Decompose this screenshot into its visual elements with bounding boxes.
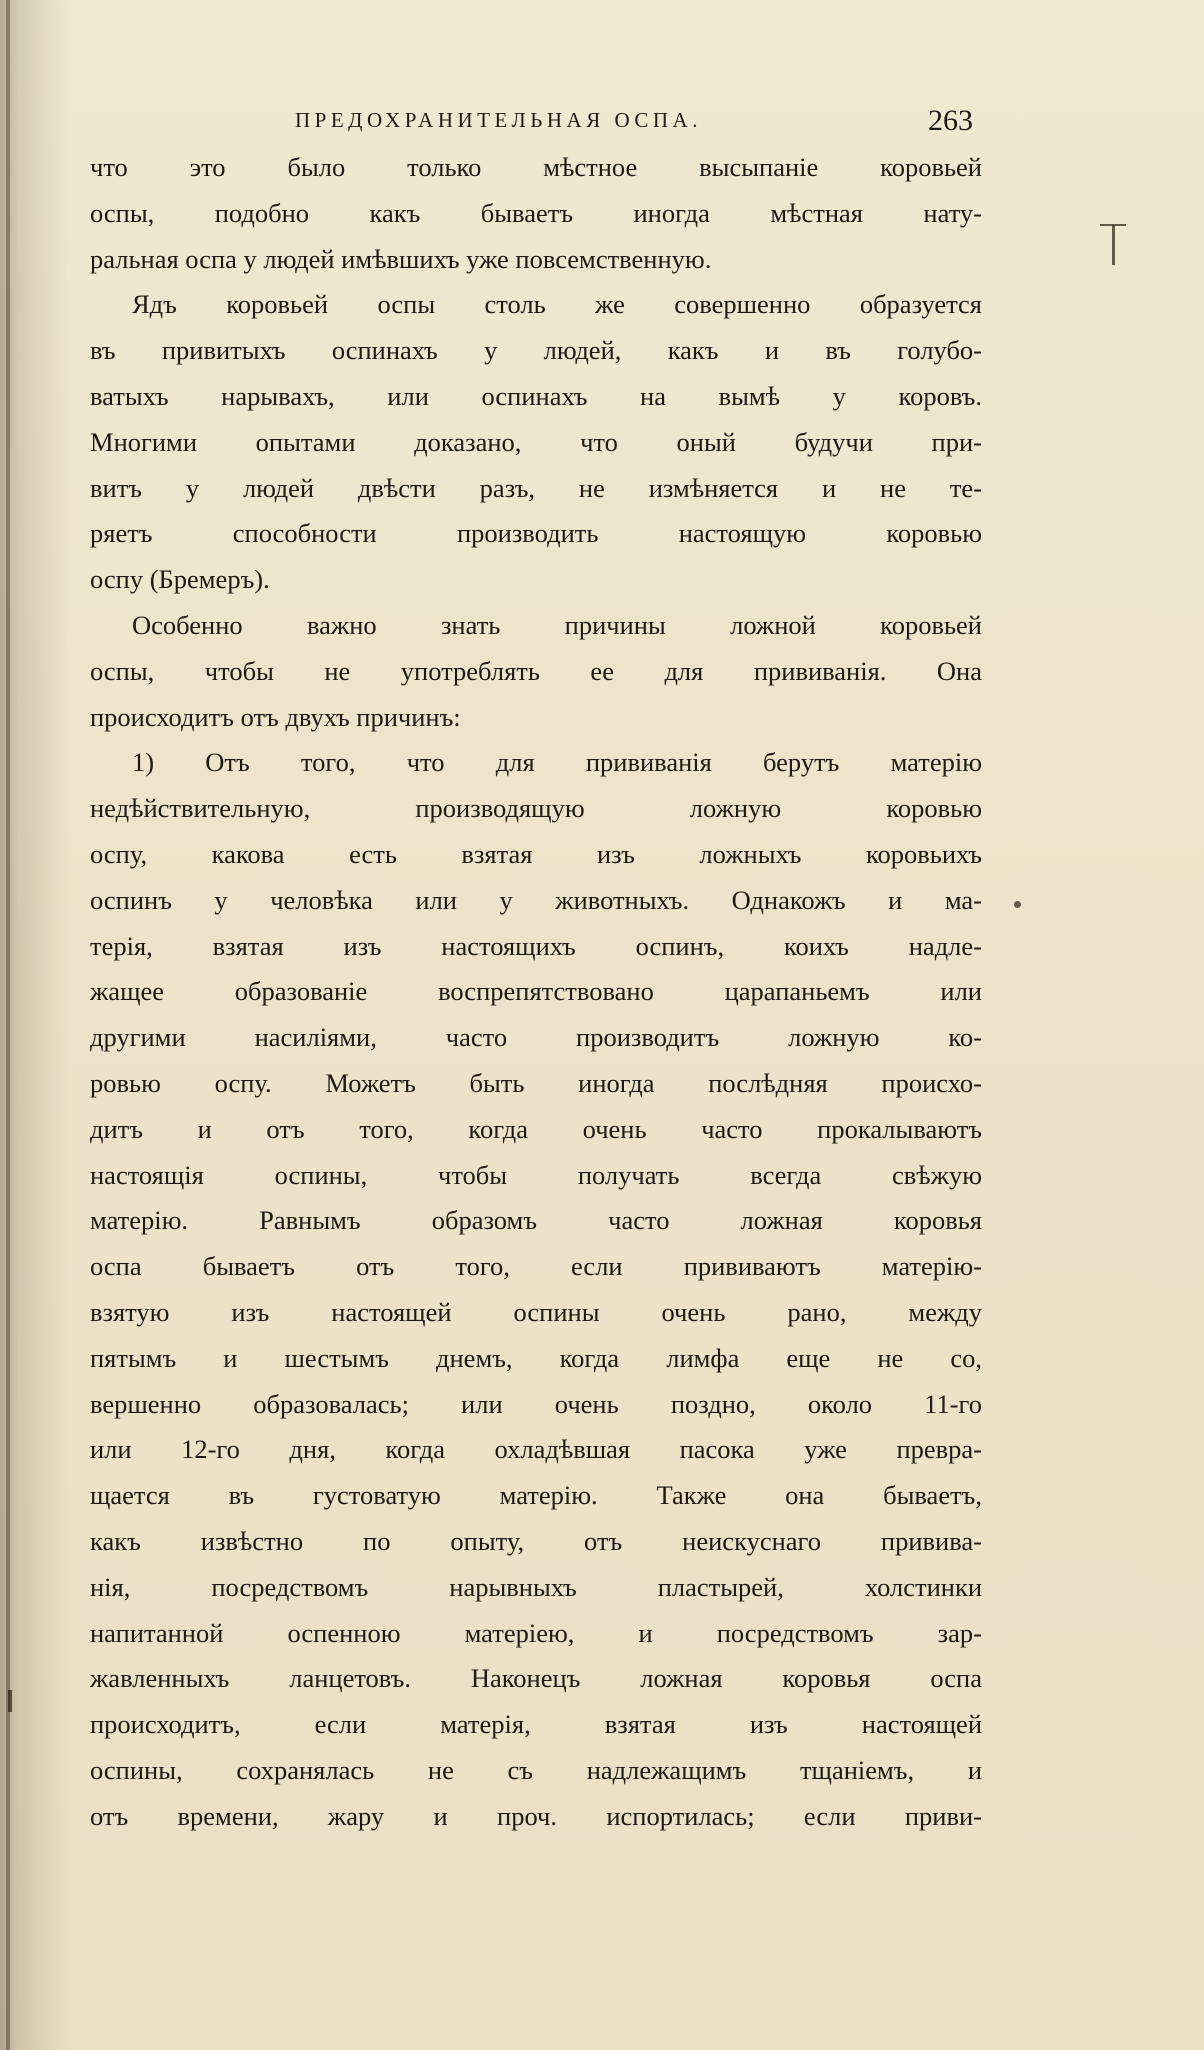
text-line: оспины, сохранялась не съ надлежащимъ тщаніемъ, и bbox=[90, 1754, 982, 1785]
ink-speck bbox=[8, 1690, 12, 1712]
running-head bbox=[0, 104, 1204, 144]
text-line: недѣйствительную, производящую ложную коровью bbox=[90, 793, 982, 824]
text-line: настоящія оспины, чтобы получать всегда свѣжую bbox=[90, 1159, 982, 1190]
text-line: оспы, подобно какъ бываетъ иногда мѣстная нату- bbox=[90, 197, 982, 228]
text-line: оспы, чтобы не употреблять ее для прививанія. Она bbox=[90, 655, 982, 686]
text-line: жавленныхъ ланцетовъ. Наконецъ ложная коровья оспа bbox=[90, 1663, 982, 1694]
ink-speck bbox=[1014, 901, 1021, 908]
text-line: витъ у людей двѣсти разъ, не измѣняется и не те- bbox=[90, 472, 982, 503]
ink-speck bbox=[1100, 224, 1126, 226]
text-line: терія, взятая изъ настоящихъ оспинъ, коихъ надле- bbox=[90, 930, 982, 961]
text-line: въ привитыхъ оспинахъ у людей, какъ и въ голубо- bbox=[90, 335, 982, 366]
text-line: дитъ и отъ того, когда очень часто прокалываютъ bbox=[90, 1113, 982, 1144]
text-line: ральная оспа у людей имѣвшихъ уже повсемственную. bbox=[90, 243, 712, 274]
text-line: происходитъ отъ двухъ причинъ: bbox=[90, 701, 461, 732]
text-line: или 12-го дня, когда охладѣвшая пасока уже превра- bbox=[90, 1434, 982, 1465]
page-number: 263 bbox=[928, 104, 973, 137]
text-line: щается въ густоватую матерію. Также она бываетъ, bbox=[90, 1480, 982, 1511]
text-line: матерію. Равнымъ образомъ часто ложная коровья bbox=[90, 1205, 982, 1236]
ink-speck bbox=[1112, 225, 1115, 265]
text-line: пятымъ и шестымъ днемъ, когда лимфа еще не со, bbox=[90, 1342, 982, 1373]
text-line: нія, посредствомъ нарывныхъ пластырей, холстинки bbox=[90, 1571, 982, 1602]
text-line: 1) Отъ того, что для прививанія берутъ матерію bbox=[132, 747, 982, 778]
text-line: оспу (Бремеръ). bbox=[90, 564, 270, 595]
text-line: отъ времени, жару и проч. испортилась; если приви- bbox=[90, 1800, 982, 1831]
body-text bbox=[90, 145, 982, 1839]
running-title: ПРЕДОХРАНИТЕЛЬНАЯ ОСПА. bbox=[295, 108, 702, 132]
text-line: другими насиліями, часто производитъ ложную ко- bbox=[90, 1022, 982, 1053]
text-line: взятую изъ настоящей оспины очень рано, между bbox=[90, 1296, 982, 1327]
text-line: Особенно важно знать причины ложной коровьей bbox=[132, 609, 982, 640]
text-line: жащее образованіе воспрепятствовано царапаньемъ или bbox=[90, 976, 982, 1007]
binding-gutter bbox=[6, 0, 10, 2050]
text-line: оспа бываетъ отъ того, если прививаютъ матерію- bbox=[90, 1251, 982, 1282]
text-line: ряетъ способности производить настоящую коровью bbox=[90, 518, 982, 549]
text-line: оспу, какова есть взятая изъ ложныхъ коровьихъ bbox=[90, 838, 982, 869]
text-line: какъ извѣстно по опыту, отъ неискуснаго привива- bbox=[90, 1525, 982, 1556]
text-line: ватыхъ нарывахъ, или оспинахъ на вымѣ у коровъ. bbox=[90, 380, 982, 411]
text-line: что это было только мѣстное высыпаніе коровьей bbox=[90, 152, 982, 182]
text-line: Многими опытами доказано, что оный будучи при- bbox=[90, 426, 982, 457]
text-line: ровью оспу. Можетъ быть иногда послѣдняя происхо- bbox=[90, 1067, 982, 1098]
text-line: вершенно образовалась; или очень поздно, около 11-го bbox=[90, 1388, 982, 1419]
text-line: оспинъ у человѣка или у животныхъ. Однакожъ и ма- bbox=[90, 884, 982, 915]
text-line: происходитъ, если матерія, взятая изъ настоящей bbox=[90, 1709, 982, 1740]
text-line: напитанной оспенною матеріею, и посредствомъ зар- bbox=[90, 1617, 982, 1648]
text-line: Ядъ коровьей оспы столь же совершенно образуется bbox=[132, 289, 982, 320]
